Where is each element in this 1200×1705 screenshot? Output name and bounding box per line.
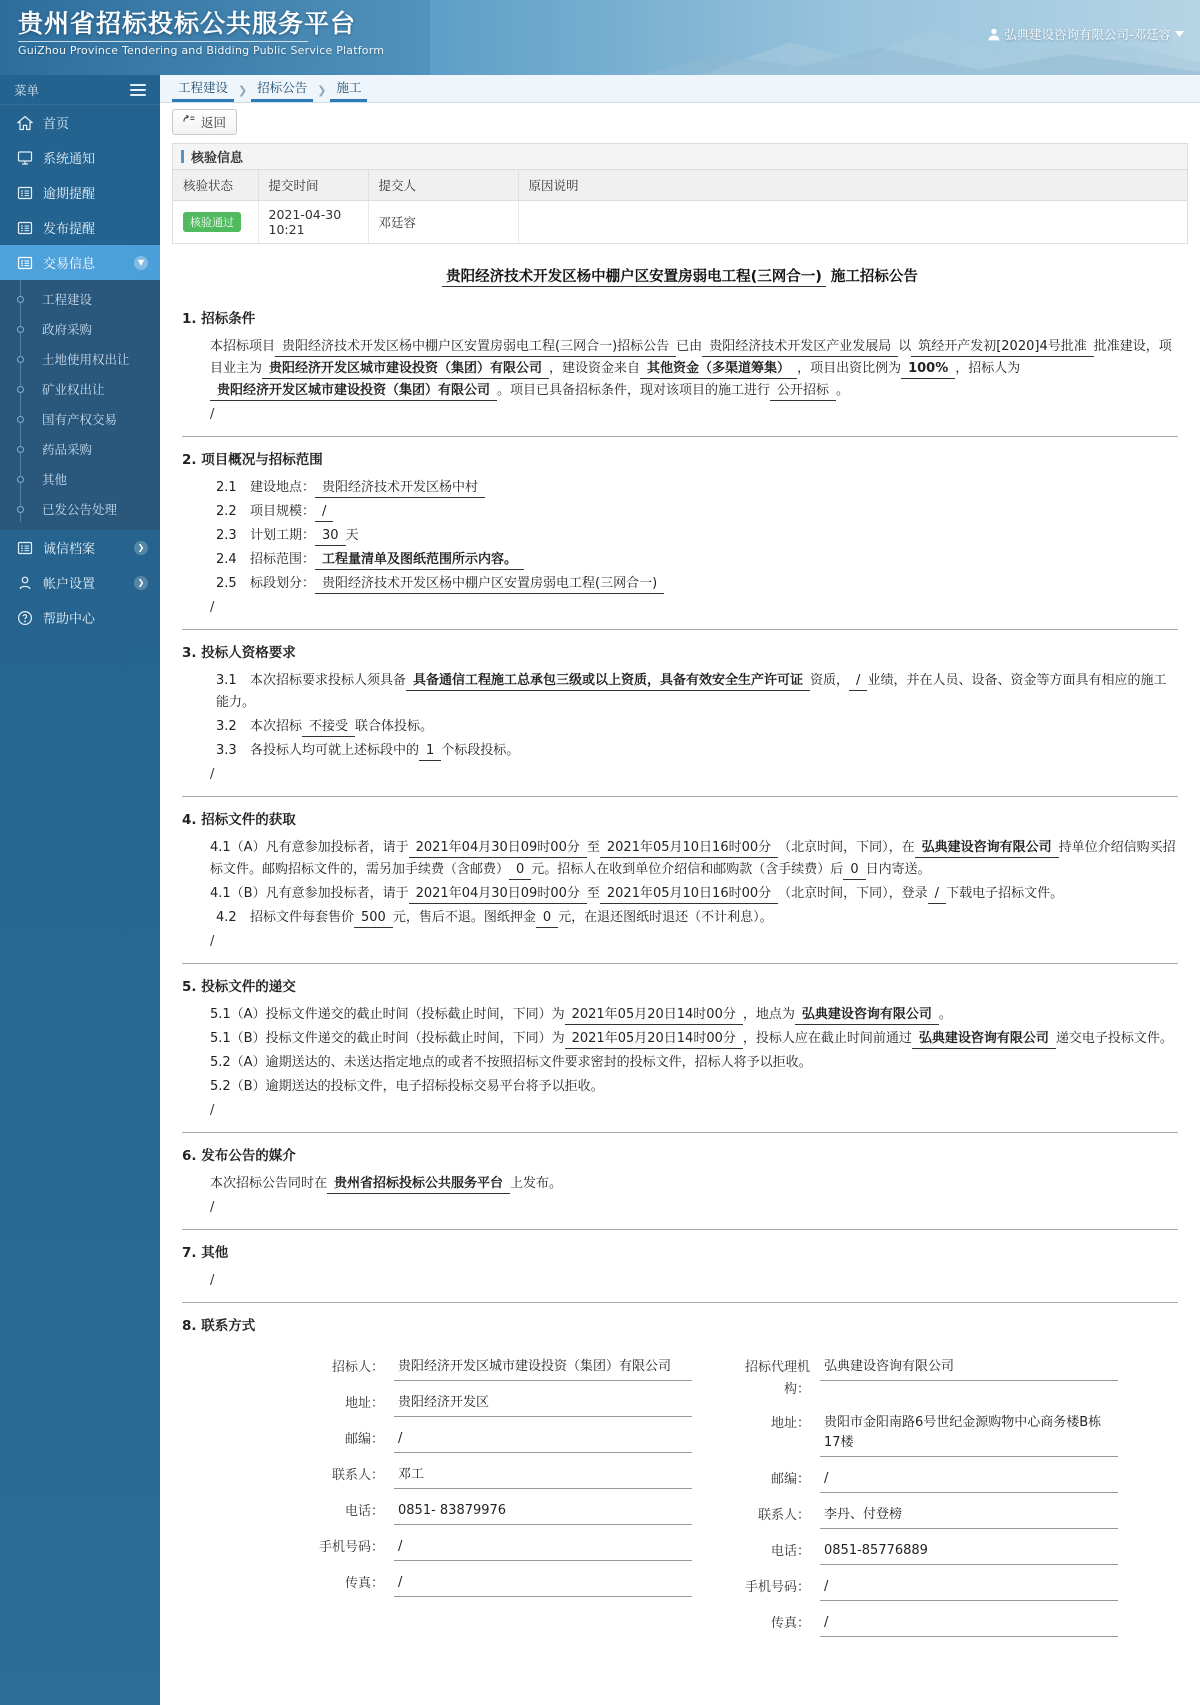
s1-t2: 已由 xyxy=(676,339,703,354)
contact-label: 地址： xyxy=(770,1416,810,1431)
s4-r1-t3: （北京时间，下同），在 xyxy=(778,840,915,855)
question-icon xyxy=(16,609,33,626)
s4-r1-f5: 0 xyxy=(843,861,865,880)
s4-r2-t1: 凡有意参加投标者，请于 xyxy=(265,886,409,901)
sidebar-menu-header xyxy=(0,75,160,105)
s4-r2-t2: 至 xyxy=(586,886,600,901)
s1-t1: 本招标项目 xyxy=(210,339,276,354)
contact-row xyxy=(728,1467,1118,1493)
verify-info-panel-title: 核验信息 xyxy=(191,151,244,166)
s2-r2-no: 2.3 xyxy=(216,528,237,543)
section-1-bidding-conditions xyxy=(182,308,1178,437)
s3-r2-t2: 联合体投标。 xyxy=(355,719,434,734)
sidebar-subitem-label: 矿业权出让 xyxy=(42,382,105,397)
sidebar-subitem-label: 其他 xyxy=(42,472,68,487)
section-2-slash: / xyxy=(210,600,215,615)
contact-value: / xyxy=(394,1535,692,1561)
s2-r3-no: 2.4 xyxy=(216,552,237,567)
contact-value: / xyxy=(394,1571,692,1597)
sidebar-subitem-label: 政府采购 xyxy=(42,322,93,337)
s1-t6: ，项目出资比例为 xyxy=(797,361,902,376)
s5-r2-f2: 弘典建设咨询有限公司 xyxy=(912,1030,1056,1049)
contact-value: 0851- 83879976 xyxy=(394,1499,692,1525)
sidebar-item-label: 交易信息 xyxy=(43,257,96,272)
breadcrumb-item-construction[interactable]: 施工 xyxy=(330,78,367,102)
s4-r3-t3: 元，在退还图纸时退还（不计利息）。 xyxy=(558,910,773,925)
contact-value: 弘典建设咨询有限公司 xyxy=(820,1355,1118,1381)
cell-reason xyxy=(518,201,1187,244)
brand-divider xyxy=(18,41,308,42)
s4-r3-t2: 元，售后不退。图纸押金 xyxy=(392,910,536,925)
s4-r2-no: 4.1（B） xyxy=(210,886,266,901)
sidebar-item-label: 逾期提醒 xyxy=(43,187,96,202)
s1-t8: 。项目已具备招标条件，现对该项目的施工进行 xyxy=(497,383,771,398)
brand-title-en: GuiZhou Province Tendering and Bidding Public Service Platform xyxy=(18,44,385,57)
s2-r1-no: 2.2 xyxy=(216,504,237,519)
s3-r1-t2: 资质， xyxy=(810,673,850,688)
sidebar-item-credit-archive[interactable] xyxy=(0,530,160,565)
status-badge: 核验通过 xyxy=(183,212,241,232)
s3-r1-t1: 本次招标要求投标人须具备 xyxy=(250,673,407,688)
contact-label: 联系人： xyxy=(757,1508,810,1523)
contact-value: / xyxy=(820,1575,1118,1601)
chevron-right-icon: ❯ xyxy=(134,576,148,590)
sidebar-item-overdue-reminder[interactable] xyxy=(0,175,160,210)
user-name: 弘典建设咨询有限公司-邓廷容 xyxy=(1003,27,1171,42)
s4-r2-f2: 2021年05月10日16时00分 xyxy=(600,885,778,904)
sidebar-subitem-published-notice[interactable] xyxy=(0,494,160,524)
verify-info-table xyxy=(173,170,1187,244)
monitor-icon xyxy=(16,149,33,166)
brand-logo xyxy=(18,8,384,57)
section-1-slash: / xyxy=(210,407,215,422)
s2-r4-value: 贵阳经济技术开发区杨中棚户区安置房弱电工程(三网合一) xyxy=(315,575,664,594)
sidebar-subitem-other[interactable] xyxy=(0,464,160,494)
s4-r1-f2: 2021年05月10日16时00分 xyxy=(600,839,778,858)
contact-label: 邮编： xyxy=(770,1472,810,1487)
section-5-row-2 xyxy=(182,1028,1178,1050)
contact-row xyxy=(302,1535,692,1561)
contact-label: 电话： xyxy=(770,1544,810,1559)
back-button[interactable] xyxy=(172,109,237,135)
s3-r2-t1: 本次招标 xyxy=(250,719,303,734)
s4-r1-f3: 弘典建设咨询有限公司 xyxy=(915,839,1059,858)
list-icon xyxy=(16,184,33,201)
contact-label: 手机号码： xyxy=(744,1580,810,1595)
s6-t2: 上发布。 xyxy=(510,1176,563,1191)
section-4-heading: 4. 招标文件的获取 xyxy=(182,812,296,828)
s5-r1-t3: 。 xyxy=(938,1007,952,1022)
s5-r4-no: 5.2（B） xyxy=(210,1079,266,1094)
s4-r3-f1: 500 xyxy=(354,909,393,928)
sidebar-submenu-transaction-info xyxy=(0,280,160,530)
sidebar xyxy=(0,75,160,1705)
contact-value: 0851-85776889 xyxy=(820,1539,1118,1565)
document-title xyxy=(182,266,1178,288)
s2-r2-value: 30 xyxy=(315,527,346,546)
back-arrow-icon xyxy=(183,115,196,130)
s1-f2: 贵阳经济技术开发区产业发展局 xyxy=(702,338,898,357)
s2-r2-label: 计划工期： xyxy=(250,528,316,543)
section-2-row xyxy=(182,573,1178,595)
contact-row xyxy=(302,1355,692,1381)
contact-column-agency xyxy=(728,1355,1118,1647)
section-6-heading: 6. 发布公告的媒介 xyxy=(182,1148,296,1164)
contact-value: / xyxy=(394,1427,692,1453)
sidebar-item-help-center[interactable] xyxy=(0,600,160,635)
user-icon xyxy=(988,28,1000,41)
table-row xyxy=(173,201,1187,244)
panel-accent-bar xyxy=(181,150,184,163)
s5-r1-f2: 弘典建设咨询有限公司 xyxy=(795,1006,939,1025)
section-2-row xyxy=(182,525,1178,547)
section-4-document-acquisition xyxy=(182,809,1178,964)
contact-row xyxy=(728,1355,1118,1401)
sidebar-item-label: 帐户设置 xyxy=(43,577,96,592)
s1-f5: 其他资金（多渠道筹集） xyxy=(640,360,797,379)
sidebar-subitem-label: 药品采购 xyxy=(42,442,93,457)
sidebar-subitem-engineering-construction[interactable] xyxy=(0,284,160,314)
s4-r1-t1: 凡有意参加投标者，请于 xyxy=(265,840,409,855)
section-2-row xyxy=(182,477,1178,499)
sidebar-subitem-state-property[interactable] xyxy=(0,404,160,434)
section-5-row-3 xyxy=(182,1052,1178,1074)
contact-value: / xyxy=(820,1467,1118,1493)
sidebar-subitem-land-use-rights[interactable] xyxy=(0,344,160,374)
section-4-slash: / xyxy=(210,934,215,949)
section-5-slash: / xyxy=(210,1103,215,1118)
section-5-row-4 xyxy=(182,1076,1178,1098)
s4-r3-no: 4.2 xyxy=(216,910,237,925)
contact-label: 邮编： xyxy=(344,1432,384,1447)
contact-value: 贵阳市金阳南路6号世纪金源购物中心商务楼B栋17楼 xyxy=(820,1411,1118,1457)
contact-row xyxy=(302,1499,692,1525)
contact-row xyxy=(728,1575,1118,1601)
s4-r1-no: 4.1（A） xyxy=(210,840,266,855)
chevron-down-icon xyxy=(1175,31,1184,37)
s2-r0-no: 2.1 xyxy=(216,480,237,495)
contact-value: / xyxy=(820,1611,1118,1637)
section-3-row-1 xyxy=(182,670,1178,714)
table-header-row xyxy=(173,170,1187,201)
section-5-row-1 xyxy=(182,1004,1178,1026)
s4-r1-t5: 元。招标人在收到单位介绍信和邮购款（含手续费）后 xyxy=(531,862,844,877)
contact-row xyxy=(728,1411,1118,1457)
s3-r3-no: 3.3 xyxy=(216,743,237,758)
s3-r3-f1: 1 xyxy=(419,742,441,761)
chevron-right-icon: ❯ xyxy=(134,541,148,555)
s2-r3-label: 招标范围： xyxy=(250,552,316,567)
section-5-bid-submission xyxy=(182,976,1178,1133)
s5-r1-f1: 2021年05月20日14时00分 xyxy=(565,1006,743,1025)
s4-r1-f1: 2021年04月30日09时00分 xyxy=(409,839,587,858)
s4-r1-f4: 0 xyxy=(509,861,531,880)
breadcrumb xyxy=(160,75,1200,103)
verify-info-panel xyxy=(172,143,1188,244)
s5-r4-t1: 逾期送达的投标文件，电子招标投标交易平台将予以拒收。 xyxy=(265,1079,604,1094)
section-3-slash: / xyxy=(210,767,215,782)
section-7-other xyxy=(182,1242,1178,1303)
sidebar-subitem-label: 土地使用权出让 xyxy=(42,352,130,367)
s1-f6: 100% xyxy=(901,360,955,379)
s1-t3: 以 xyxy=(898,339,912,354)
s4-r2-f3: / xyxy=(928,885,946,904)
s3-r2-f1: 不接受 xyxy=(302,718,355,737)
contact-label: 招标代理机构： xyxy=(744,1360,810,1397)
section-8-contact xyxy=(182,1315,1178,1657)
s6-f1: 贵州省招标投标公共服务平台 xyxy=(327,1175,510,1194)
sidebar-subitem-mining-rights[interactable] xyxy=(0,374,160,404)
s5-r3-no: 5.2（A） xyxy=(210,1055,266,1070)
sidebar-subitem-drug-procurement[interactable] xyxy=(0,434,160,464)
section-4-row-1 xyxy=(182,837,1178,881)
contact-label: 电话： xyxy=(344,1504,384,1519)
section-3-heading: 3. 投标人资格要求 xyxy=(182,645,296,661)
s2-r1-label: 项目规模： xyxy=(250,504,316,519)
section-1-body xyxy=(182,336,1178,402)
announcement-document xyxy=(160,244,1200,1699)
sidebar-subitem-government-procurement[interactable] xyxy=(0,314,160,344)
section-3-row-2 xyxy=(182,716,1178,738)
section-3-bidder-qualification xyxy=(182,642,1178,797)
contact-column-tenderer xyxy=(302,1355,692,1647)
s4-r1-t2: 至 xyxy=(586,840,600,855)
contact-label: 招标人： xyxy=(331,1360,384,1375)
s2-r0-label: 建设地点： xyxy=(250,480,316,495)
section-2-row xyxy=(182,501,1178,523)
s5-r1-t2: ，地点为 xyxy=(742,1007,795,1022)
document-title-project: 贵阳经济技术开发区杨中棚户区安置房弱电工程(三网合一) xyxy=(442,269,826,287)
s5-r1-no: 5.1（A） xyxy=(210,1007,266,1022)
list-icon xyxy=(16,254,33,271)
section-6-slash: / xyxy=(210,1200,215,1215)
app-header xyxy=(0,0,1200,75)
contact-grid xyxy=(182,1343,1178,1647)
document-title-suffix: 施工招标公告 xyxy=(830,269,918,285)
contact-label: 联系人： xyxy=(331,1468,384,1483)
s4-r2-t4: 下载电子招标文件。 xyxy=(946,886,1064,901)
s4-r3-f2: 0 xyxy=(536,909,558,928)
sidebar-item-account-settings[interactable] xyxy=(0,565,160,600)
sidebar-item-label: 诚信档案 xyxy=(43,542,96,557)
breadcrumb-separator: ❯ xyxy=(238,84,248,97)
s1-f8: 公开招标 xyxy=(770,382,836,401)
contact-row xyxy=(302,1427,692,1453)
s1-t9: 。 xyxy=(836,383,850,398)
sidebar-subitem-label: 国有产权交易 xyxy=(42,412,118,427)
section-8-heading: 8. 联系方式 xyxy=(182,1318,256,1334)
s1-f3: 筑经开产发初[2020]4号批准 xyxy=(911,338,1094,357)
s1-f4: 贵阳经济开发区城市建设投资（集团）有限公司 xyxy=(262,360,549,379)
s3-r1-f1: 具备通信工程施工总承包三级或以上资质，具备有效安全生产许可证 xyxy=(406,672,810,691)
sidebar-menu-label: 菜单 xyxy=(14,82,40,98)
section-6-publication-media xyxy=(182,1145,1178,1230)
contact-value: 贵阳经济开发区 xyxy=(394,1391,692,1417)
sidebar-item-label: 发布提醒 xyxy=(43,222,96,237)
s3-r1-no: 3.1 xyxy=(216,673,237,688)
contact-row xyxy=(728,1503,1118,1529)
s5-r2-f1: 2021年05月20日14时00分 xyxy=(565,1030,743,1049)
section-2-project-overview xyxy=(182,449,1178,630)
s5-r2-no: 5.1（B） xyxy=(210,1031,266,1046)
sidebar-subitem-label: 已发公告处理 xyxy=(42,502,118,517)
section-4-row-3 xyxy=(182,907,1178,929)
s4-r1-t4: 持单位介绍信购买招标文件。邮购招标文件的，需另加手续费（含邮费） xyxy=(210,840,1176,877)
contact-label: 手机号码： xyxy=(318,1540,384,1555)
s2-r4-no: 2.5 xyxy=(216,576,237,591)
contact-value: 贵阳经济开发区城市建设投资（集团）有限公司 xyxy=(394,1355,692,1381)
s4-r2-f1: 2021年04月30日09时00分 xyxy=(409,885,587,904)
section-7-heading: 7. 其他 xyxy=(182,1245,229,1261)
user-account-menu[interactable] xyxy=(988,25,1184,43)
sidebar-subitem-label: 工程建设 xyxy=(42,292,93,307)
contact-row xyxy=(302,1391,692,1417)
hamburger-icon[interactable] xyxy=(130,81,146,99)
home-icon xyxy=(16,114,33,131)
contact-row xyxy=(728,1539,1118,1565)
section-7-slash: / xyxy=(210,1273,215,1288)
column-header-status: 核验状态 xyxy=(173,170,258,201)
sidebar-item-system-notice[interactable] xyxy=(0,140,160,175)
section-6-body xyxy=(182,1173,1178,1195)
s1-f1: 贵阳经济技术开发区杨中棚户区安置房弱电工程(三网合一)招标公告 xyxy=(275,338,676,357)
s3-r1-f2: / xyxy=(849,672,867,691)
s2-r0-value: 贵阳经济技术开发区杨中村 xyxy=(315,479,485,498)
breadcrumb-item-engineering[interactable]: 工程建设 xyxy=(172,78,234,102)
sidebar-item-label: 帮助中心 xyxy=(43,612,96,627)
back-button-label: 返回 xyxy=(201,116,227,130)
cell-submitter: 邓廷容 xyxy=(368,201,518,244)
s1-f7: 贵阳经济开发区城市建设投资（集团）有限公司 xyxy=(210,382,497,401)
sidebar-item-publish-reminder[interactable] xyxy=(0,210,160,245)
contact-label: 传真： xyxy=(770,1616,810,1631)
s4-r3-t1: 招标文件每套售价 xyxy=(250,910,355,925)
section-4-row-2 xyxy=(182,883,1178,905)
column-header-time: 提交时间 xyxy=(258,170,368,201)
contact-value: 邓工 xyxy=(394,1463,692,1489)
s6-t1: 本次招标公告同时在 xyxy=(210,1176,328,1191)
s2-r1-value: / xyxy=(315,503,333,522)
cell-time: 2021-04-30 10:21 xyxy=(258,201,368,244)
s2-r4-label: 标段划分： xyxy=(250,576,316,591)
contact-label: 传真： xyxy=(344,1576,384,1591)
s3-r3-t2: 个标段投标。 xyxy=(441,743,520,758)
breadcrumb-separator: ❯ xyxy=(317,84,327,97)
s4-r1-t6: 日内寄送。 xyxy=(865,862,931,877)
list-icon xyxy=(16,219,33,236)
main-content xyxy=(160,75,1200,1705)
section-2-heading: 2. 项目概况与招标范围 xyxy=(182,452,323,468)
s5-r3-t1: 逾期送达的、未送达指定地点的或者不按照招标文件要求密封的投标文件，招标人将予以拒收。 xyxy=(265,1055,812,1070)
contact-label: 地址： xyxy=(344,1396,384,1411)
sidebar-item-transaction-info[interactable] xyxy=(0,245,160,280)
s1-t7: ，招标人为 xyxy=(955,361,1021,376)
sidebar-item-home[interactable] xyxy=(0,105,160,140)
breadcrumb-item-tender-notice[interactable]: 招标公告 xyxy=(251,78,313,102)
section-2-row xyxy=(182,549,1178,571)
chevron-down-icon: ▼ xyxy=(134,256,148,270)
section-1-heading: 1. 招标条件 xyxy=(182,311,256,327)
toolbar xyxy=(160,103,1200,141)
s5-r2-t2: ，投标人应在截止时间前通过 xyxy=(742,1031,912,1046)
section-5-heading: 5. 投标文件的递交 xyxy=(182,979,296,995)
s1-t4: 批准建设，项目业主为 xyxy=(210,339,1172,376)
s3-r2-no: 3.2 xyxy=(216,719,237,734)
brand-title-cn: 贵州省招标投标公共服务平台 xyxy=(18,9,357,38)
s1-t5: ，建设资金来自 xyxy=(549,361,641,376)
sidebar-item-label: 系统通知 xyxy=(43,152,96,167)
contact-row xyxy=(728,1611,1118,1637)
user-icon xyxy=(16,574,33,591)
section-3-row-3 xyxy=(182,740,1178,762)
s2-r2-suffix: 天 xyxy=(345,528,359,543)
s3-r3-t1: 各投标人均可就上述标段中的 xyxy=(250,743,420,758)
column-header-reason: 原因说明 xyxy=(518,170,1187,201)
column-header-submitter: 提交人 xyxy=(368,170,518,201)
s4-r2-t3: （北京时间，下同），登录 xyxy=(778,886,928,901)
s5-r2-t1: 投标文件递交的截止时间（投标截止时间，下同）为 xyxy=(265,1031,565,1046)
contact-row xyxy=(302,1463,692,1489)
sidebar-item-label: 首页 xyxy=(43,117,70,132)
cell-status xyxy=(173,201,258,244)
contact-row xyxy=(302,1571,692,1597)
list-icon xyxy=(16,539,33,556)
s5-r1-t1: 投标文件递交的截止时间（投标截止时间，下同）为 xyxy=(265,1007,565,1022)
s5-r2-t3: 递交电子投标文件。 xyxy=(1055,1031,1173,1046)
s2-r3-value: 工程量清单及图纸范围所示内容。 xyxy=(315,551,524,570)
verify-info-panel-header xyxy=(173,144,1187,170)
s3-r1-t3: 业绩，并在人员、设备、资金等方面具有相应的施工能力。 xyxy=(216,673,1167,710)
contact-value: 李丹、付登榜 xyxy=(820,1503,1118,1529)
